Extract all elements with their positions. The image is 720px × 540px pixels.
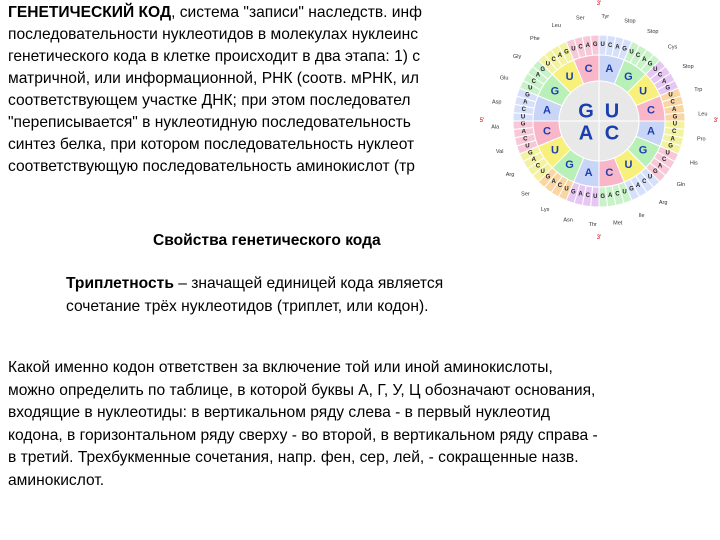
third-base-letter: U (653, 66, 658, 73)
amino-acid-label: Thr (588, 221, 597, 228)
second-base-letter: G (624, 70, 633, 83)
third-base-letter: A (535, 72, 541, 79)
third-base-letter: U (665, 150, 670, 157)
amino-acid-label: Phe (529, 36, 540, 43)
third-base-letter: A (523, 99, 528, 106)
third-base-letter: G (571, 189, 576, 196)
third-base-letter: G (545, 174, 551, 181)
first-base-letter: A (578, 122, 594, 145)
codon-table-paragraph (8, 357, 713, 492)
amino-acid-label: Asn (563, 217, 573, 224)
third-base-letter: G (622, 46, 627, 53)
amino-acid-label: Ala (491, 124, 500, 131)
second-base-letter: U (550, 144, 559, 157)
amino-acid-label: Arg (505, 171, 515, 178)
property-triplet (66, 272, 496, 318)
third-base-letter: U (622, 189, 627, 196)
third-base-letter: A (657, 163, 663, 170)
third-base-letter: U (528, 85, 533, 92)
third-base-letter: G (525, 92, 530, 99)
third-base-letter: U (668, 92, 673, 99)
third-base-letter: U (672, 121, 678, 128)
paragraph-line: в третий. Трехбукменные сочетания, напр. фен, сер, лей, - сокращенные назв. (8, 449, 579, 466)
paragraph-line: входящие в нуклеотиды: в вертикальном ряду слева - в первый нуклеотид (8, 404, 551, 421)
intro-line: "переписывается" в нуклеотидную последовательность (8, 114, 411, 131)
third-base-letter: C (662, 157, 667, 164)
amino-acid-label: Ser (575, 15, 585, 22)
second-base-letter: U (565, 70, 574, 83)
third-base-letter: U (525, 143, 530, 150)
amino-acid-label: Stop (682, 64, 694, 71)
second-base-letter: C (584, 63, 593, 76)
first-base-letter: G (578, 100, 594, 123)
third-base-letter: G (629, 186, 634, 193)
third-base-letter: C (531, 78, 536, 85)
third-base-letter: C (615, 191, 620, 198)
third-base-letter: C (670, 99, 675, 106)
third-base-letter: U (593, 193, 598, 200)
third-base-letter: C (523, 136, 528, 143)
third-base-letter: A (521, 129, 526, 136)
third-base-letter: G (564, 49, 569, 56)
third-base-letter: C (642, 179, 647, 186)
property-name: Триплетность (66, 275, 174, 292)
second-base-letter: A (543, 104, 551, 117)
third-base-letter: C (672, 129, 677, 136)
amino-acid-label: Gln (676, 182, 686, 189)
third-base-letter: G (668, 143, 673, 150)
third-base-letter: A (607, 193, 613, 200)
amino-acid-label: Met (613, 220, 623, 227)
amino-acid-label: Pro (697, 136, 706, 143)
amino-acid-label: Arg (658, 199, 668, 206)
third-base-letter: G (592, 42, 598, 49)
second-base-letter: G (638, 144, 648, 157)
amino-acid-label: Ser (521, 191, 530, 198)
third-base-letter: U (571, 46, 576, 53)
codon-wheel-figure (478, 0, 720, 242)
third-base-letter: A (642, 56, 647, 63)
third-base-letter: G (652, 169, 658, 176)
third-base-letter: G (665, 85, 671, 92)
amino-acid-label: Val (495, 148, 504, 155)
amino-acid-label: Trp (694, 87, 703, 94)
third-base-letter: C (551, 56, 556, 63)
third-base-letter: U (540, 169, 545, 176)
third-base-letter: C (557, 183, 563, 190)
second-base-letter: A (647, 125, 655, 138)
amino-acid-label: Glu (499, 75, 509, 82)
third-base-letter: A (635, 183, 641, 190)
third-base-letter: C (521, 106, 526, 113)
amino-acid-label: Gly (513, 53, 522, 60)
amino-acid-label: Stop (624, 18, 636, 25)
end-label: 3' (596, 1, 602, 7)
amino-acid-label: Asp (491, 99, 502, 106)
third-base-letter: C (535, 163, 541, 170)
intro-line: соответствующую последовательность аминокислот (тр (8, 158, 415, 175)
second-base-letter: C (647, 104, 655, 117)
intro-line: соответствующем участке ДНК; при этом последовател (8, 92, 411, 109)
paragraph-line: аминокислот. (8, 471, 105, 489)
third-base-letter: A (672, 106, 677, 113)
codon-wheel-svg (478, 0, 720, 242)
third-base-letter: C (578, 44, 583, 51)
third-base-letter: A (551, 179, 556, 186)
third-base-letter: G (600, 193, 606, 200)
third-base-letter: G (527, 150, 533, 157)
second-base-letter: A (584, 166, 593, 179)
third-base-letter: U (545, 61, 551, 68)
amino-acid-label: Tyr (601, 14, 610, 21)
paragraph-line: кодона, в горизонтальном ряду сверху - во второй, в вертикальном ряду справа - (8, 426, 598, 444)
third-base-letter: G (672, 114, 678, 121)
third-base-letter: U (520, 114, 526, 121)
amino-acid-label: Cys (667, 44, 678, 51)
third-base-letter: A (531, 157, 536, 164)
property-line: Триплетность – значащей единицей кода является (66, 275, 444, 292)
end-label: 5' (479, 118, 485, 124)
first-base-letter: U (604, 100, 620, 123)
third-base-letter: U (629, 49, 634, 56)
second-base-letter: G (565, 159, 574, 172)
third-base-letter: A (615, 44, 620, 51)
amino-acid-label: Leu (551, 23, 561, 30)
amino-acid-label: Ile (638, 212, 645, 219)
end-label: 3' (713, 118, 719, 124)
third-base-letter: A (578, 191, 583, 198)
amino-acid-label: Lys (541, 207, 550, 214)
third-base-letter: A (670, 136, 675, 143)
amino-acid-label: His (689, 160, 698, 167)
third-base-letter: A (585, 42, 591, 49)
third-base-letter: C (607, 42, 613, 49)
intro-line: синтез белка, при котором последовательность нуклеот (8, 136, 415, 153)
paragraph-line: можно определить по таблице, в которой буквы А, Г, У, Ц обозначают основания, (8, 381, 596, 399)
third-base-letter: C (635, 52, 641, 59)
third-base-letter: G (520, 121, 526, 128)
section-heading: Свойства генетического кода (153, 232, 381, 249)
intro-term: ГЕНЕТИЧЕСКИЙ КОД (8, 4, 172, 21)
amino-acid-label: Leu (698, 111, 708, 118)
end-label: 3' (596, 235, 602, 241)
intro-paragraph (8, 2, 493, 178)
third-base-letter: G (647, 61, 653, 68)
second-base-letter: U (624, 159, 633, 172)
second-base-letter: U (639, 85, 648, 98)
third-base-letter: U (564, 186, 569, 193)
second-base-letter: A (605, 63, 614, 76)
intro-line: ГЕНЕТИЧЕСКИЙ КОД, система "записи" наследств. инф (8, 4, 422, 21)
first-base-letter: C (604, 122, 620, 145)
third-base-letter: U (647, 174, 653, 181)
third-base-letter: C (657, 72, 663, 79)
third-base-letter: G (540, 66, 546, 73)
second-base-letter: C (605, 166, 614, 179)
third-base-letter: A (662, 78, 667, 85)
property-line: сочетание трёх нуклеотидов (триплет, или кодон). (66, 298, 429, 315)
third-base-letter: C (585, 193, 591, 200)
intro-line: генетического кода в клетке происходит в два этапа: 1) с (8, 48, 421, 65)
second-base-letter: C (543, 125, 551, 138)
third-base-letter: U (600, 42, 605, 49)
third-base-letter: A (557, 52, 563, 59)
amino-acid-label: Stop (647, 28, 659, 35)
second-base-letter: G (550, 85, 560, 98)
intro-line: матричной, или информационной, РНК (соотв. мРНК, ил (8, 70, 419, 87)
paragraph-line: Какой именно кодон ответствен за включение той или иной аминокислоты, (8, 359, 553, 376)
intro-line: последовательности нуклеотидов в молекулах нуклеинс (8, 26, 418, 43)
